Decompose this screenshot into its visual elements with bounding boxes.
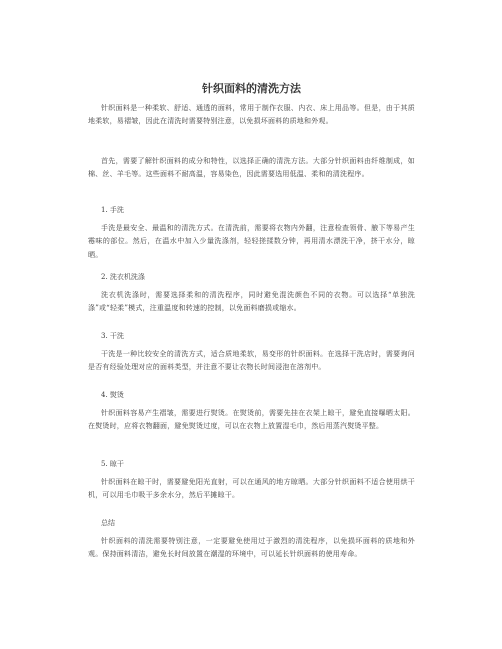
section-heading-drying: 5. 晾干: [101, 460, 124, 468]
section-body-ironing: 针织面料容易产生褶皱，需要进行熨烫。在熨烫前，需要先挂在衣架上晾干，避免直接曝晒太阳。在熨烫时，应将衣物翻面，避免熨烫过度，可以在衣物上放置湿毛巾，然后用蒸汽熨烫平整。: [88, 409, 415, 431]
section-heading-machine-wash: 2. 洗衣机洗涤: [101, 273, 145, 281]
intro-paragraph: 针织面料是一种柔软、舒适、通透的面料，常用于制作衣服、内衣、床上用品等。但是，由于其质地柔软，易褶皱，因此在清洗时需要特别注意，以免损坏面料的质地和外观。: [88, 104, 415, 126]
section-body-dry-clean: 干洗是一种比较安全的清洗方式，适合质地柔软，易变形的针织面料。在选择干洗店时，需要询问是否有经验处理对应的面料类型，并注意不要让衣物长时间浸泡在溶剂中。: [88, 350, 415, 372]
section-heading-dry-clean: 3. 干洗: [101, 332, 124, 340]
section-heading-ironing: 4. 熨烫: [101, 391, 124, 399]
preface-paragraph: 首先，需要了解针织面料的成分和特性，以选择正确的清洗方法。大部分针织面料由纤维制成，如棉、丝、羊毛等。这些面料不耐高温，容易染色，因此需要选用低温、柔和的清洗程序。: [88, 157, 415, 179]
section-body-machine-wash: 洗衣机洗涤时，需要选择柔和的清洗程序，同时避免混洗颜色不同的衣物。可以选择“单独洗涤”或“轻柔”模式，注重温度和转速的控制，以免面料磨损或缩水。: [88, 291, 415, 313]
section-heading-hand-wash: 1. 手洗: [101, 206, 124, 214]
summary-heading: 总结: [101, 519, 115, 527]
summary-paragraph: 针织面料的清洗需要特别注意，一定要避免使用过于激烈的清洗程序，以免损坏面料的质地和外观。保持面料清洁，避免长时间放置在潮湿的环境中，可以延长针织面料的使用寿命。: [88, 537, 415, 559]
document-title: 针织面料的清洗方法: [202, 82, 301, 95]
section-body-hand-wash: 手洗是最安全、最温和的清洗方式。在清洗前，需要将衣物内外翻，注意检查领骨、腋下等易产生霉味的部位。然后，在温水中加入少量洗涤剂，轻轻搓揉数分钟，再用清水漂洗干净，挤干水分，晾晒。: [88, 224, 415, 259]
section-body-drying: 针织面料在晾干时，需要避免阳光直射，可以在通风的地方晾晒。大部分针织面料不适合使用烘干机，可以用毛巾吸干多余水分，然后平摊晾干。: [88, 478, 415, 500]
